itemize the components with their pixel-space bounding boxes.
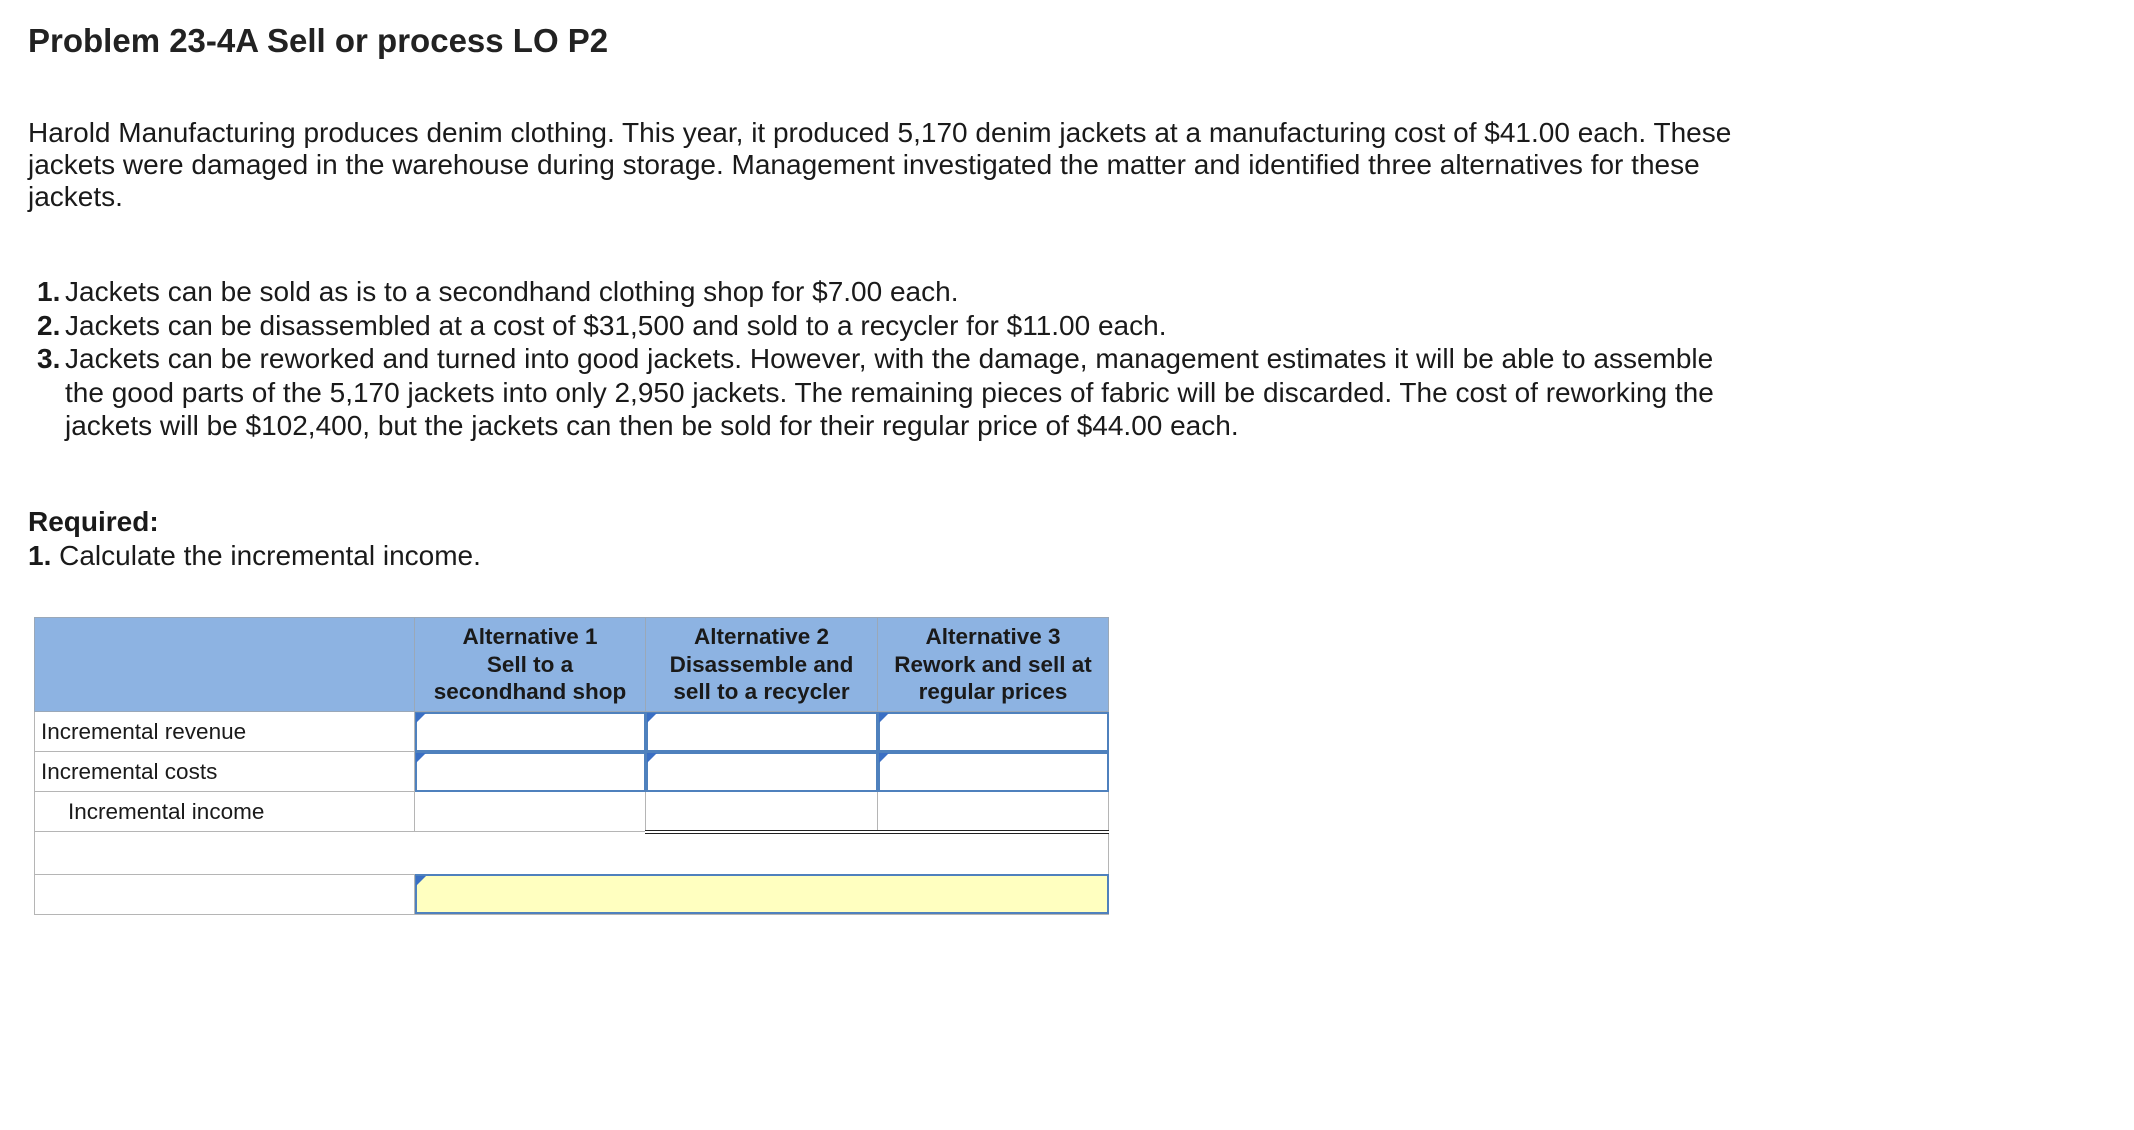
item-number: 1. <box>37 276 61 307</box>
revenue-alt3-input[interactable] <box>878 712 1109 752</box>
costs-alt2-input[interactable] <box>646 752 878 792</box>
revenue-alt3-field[interactable] <box>878 719 1108 745</box>
costs-alt2-field[interactable] <box>646 759 877 785</box>
row-label-income: Incremental income <box>35 792 415 832</box>
row-label-revenue: Incremental revenue <box>35 712 415 752</box>
revenue-alt2-input[interactable] <box>646 712 878 752</box>
header-line: regular prices <box>918 679 1068 705</box>
required-item-number: 1. <box>28 539 52 571</box>
revenue-alt1-input[interactable] <box>415 712 646 752</box>
header-line: Sell to a <box>486 651 574 677</box>
table-row <box>35 752 1109 792</box>
header-line: sell to a recycler <box>673 679 850 705</box>
table-header-row <box>35 618 1109 712</box>
table-row <box>35 712 1109 752</box>
costs-alt3-field[interactable] <box>878 759 1108 785</box>
problem-intro <box>28 117 1748 213</box>
item-text: Jackets can be disassembled at a cost of $31,500 and sold to a recycler for $11.00 each. <box>65 309 1167 341</box>
row-label-costs: Incremental costs <box>35 752 415 792</box>
income-alt2-cell <box>646 792 878 832</box>
incremental-income-table <box>34 617 1109 915</box>
alternatives-list <box>28 275 1748 443</box>
header-line: secondhand shop <box>433 679 627 705</box>
income-alt1-cell <box>415 792 646 832</box>
required-item-text: Calculate the incremental income. <box>59 539 481 571</box>
header-line: Disassemble and <box>669 651 854 677</box>
intro-text: Harold Manufacturing produces denim clothing. This year, it produced 5,170 denim jackets at a manufacturing cost of $41.00 each. These jackets were damaged in the warehouse during storage. Management investigated the matter and identified three alternatives for these jackets. <box>28 117 1732 212</box>
header-line: Alternative 2 <box>693 624 830 650</box>
costs-alt1-input[interactable] <box>415 752 646 792</box>
revenue-alt2-field[interactable] <box>646 719 877 745</box>
answer-label-cell <box>35 874 415 914</box>
header-alternative-2 <box>646 618 878 712</box>
list-item <box>28 342 1748 443</box>
item-number: 3. <box>37 343 61 374</box>
table-row <box>35 792 1109 832</box>
header-line: Rework and sell at <box>894 651 1092 677</box>
required-heading: Required: <box>28 506 159 537</box>
spacer-row <box>35 832 1109 875</box>
header-alternative-3 <box>878 618 1109 712</box>
item-number: 2. <box>37 309 61 341</box>
item-text: Jackets can be reworked and turned into good jackets. However, with the damage, management estimates it will be able to assemble the good parts of the 5,170 jackets into only 2,950 jackets. The remaining pieces of fabric will be discarded. The cost of reworking the jackets will be $102,400, but the jackets can then be sold for their regular price of $44.00 each. <box>65 343 1714 441</box>
costs-alt1-field[interactable] <box>415 759 645 785</box>
required-section <box>28 505 481 572</box>
header-line: Alternative 1 <box>462 624 598 650</box>
problem-title: Problem 23-4A Sell or process LO P2 <box>28 22 609 59</box>
required-item <box>28 539 481 573</box>
list-item <box>28 309 1748 343</box>
list-item <box>28 275 1748 309</box>
income-alt3-cell <box>878 792 1109 832</box>
header-alternative-1 <box>415 618 646 712</box>
item-text: Jackets can be sold as is to a secondhand clothing shop for $7.00 each. <box>65 276 959 307</box>
costs-alt3-input[interactable] <box>878 752 1109 792</box>
answer-select-cell[interactable] <box>415 874 1109 914</box>
table-row <box>35 832 1109 875</box>
revenue-alt1-field[interactable] <box>415 719 645 745</box>
header-blank-cell <box>35 618 415 712</box>
header-line: Alternative 3 <box>925 624 1061 650</box>
table-row <box>35 874 1109 914</box>
answer-field[interactable] <box>415 881 1108 907</box>
